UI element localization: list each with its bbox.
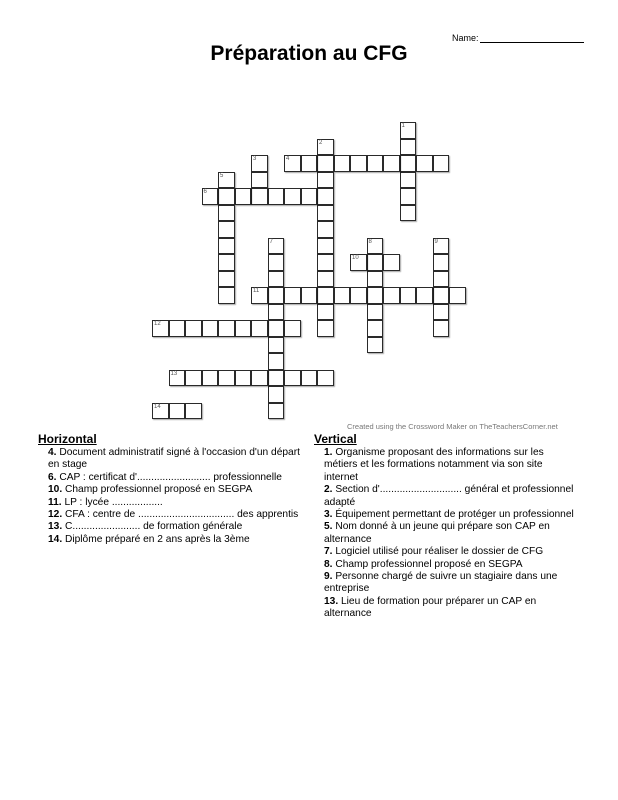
crossword-cell[interactable] (218, 320, 235, 337)
clue-number: 8 (368, 238, 372, 245)
crossword-cell[interactable] (317, 254, 334, 271)
crossword-cell[interactable] (218, 172, 235, 189)
crossword-cell[interactable] (301, 188, 318, 205)
down-clues (314, 447, 576, 621)
crossword-cell[interactable] (317, 304, 334, 321)
crossword-cell[interactable] (367, 155, 384, 172)
crossword-cell[interactable] (334, 287, 351, 304)
crossword-cell[interactable] (268, 320, 285, 337)
crossword-cell[interactable] (383, 155, 400, 172)
crossword-cell[interactable] (218, 370, 235, 387)
crossword-cell[interactable] (169, 403, 186, 420)
down-clue (314, 484, 576, 509)
crossword-cell[interactable] (268, 271, 285, 288)
crossword-cell[interactable] (383, 254, 400, 271)
clue-text: CAP : certificat d'.......................... professionnelle (56, 471, 282, 483)
crossword-cell[interactable] (317, 370, 334, 387)
crossword-cell[interactable] (268, 403, 285, 420)
name-label: Name: (452, 33, 479, 43)
crossword-cell[interactable] (268, 238, 285, 255)
clue-text: C........................ de formation générale (62, 521, 243, 533)
clue-number: 2 (319, 139, 323, 146)
crossword-cell[interactable] (317, 188, 334, 205)
crossword-cell[interactable] (268, 386, 285, 403)
crossword-cell[interactable] (251, 188, 268, 205)
crossword-cell[interactable] (284, 370, 301, 387)
clue-number: 12. (48, 509, 63, 521)
crossword-cell[interactable] (317, 221, 334, 238)
clue-number: 3 (253, 156, 257, 162)
across-clue (38, 497, 300, 509)
across-clue (38, 509, 300, 521)
crossword-cell[interactable] (218, 254, 235, 271)
crossword-cell[interactable] (268, 188, 285, 205)
crossword-cell[interactable] (433, 287, 450, 304)
crossword-cell[interactable] (185, 403, 202, 420)
across-clue (38, 484, 300, 496)
clue-number: 4 (286, 156, 290, 162)
crossword-cell[interactable] (433, 304, 450, 321)
crossword-cell[interactable] (301, 370, 318, 387)
crossword-cell[interactable] (400, 188, 417, 205)
crossword-cell[interactable] (317, 205, 334, 222)
clue-text: LP : lycée .................. (61, 496, 163, 508)
crossword-cell[interactable] (400, 155, 417, 172)
crossword-cell[interactable] (235, 370, 252, 387)
clue-number: 2. (324, 484, 333, 496)
across-clue (38, 447, 300, 472)
crossword-cell[interactable] (350, 254, 367, 271)
clue-text: Champ professionnel proposé en SEGPA (332, 558, 523, 570)
crossword-cell[interactable] (152, 320, 169, 337)
down-clue (314, 546, 576, 558)
clue-text: Lieu de formation pour préparer un CAP en alternance (324, 595, 537, 620)
crossword-cell[interactable] (433, 238, 450, 255)
clue-text: CFA : centre de .................................. des apprentis (62, 509, 299, 521)
crossword-cell[interactable] (449, 287, 466, 304)
crossword-cell[interactable] (433, 320, 450, 337)
clue-number: 14 (154, 403, 161, 410)
crossword-cell[interactable] (317, 139, 334, 156)
clue-text: Document administratif signé à l'occasion d'un départ en stage (48, 447, 300, 471)
clue-text: Champ professionnel proposé en SEGPA (62, 484, 253, 496)
crossword-cell[interactable] (317, 172, 334, 189)
clue-text: Organisme proposant des informations sur les métiers et les formations notamment via son site internet (324, 447, 544, 483)
crossword-cell[interactable] (268, 287, 285, 304)
clue-number: 10 (352, 255, 359, 261)
crossword-cell[interactable] (334, 155, 351, 172)
clue-number: 13. (324, 595, 339, 607)
across-clue (38, 521, 300, 533)
clue-text: Logiciel utilisé pour réaliser le dossier de CFG (332, 546, 544, 558)
across-clue (38, 472, 300, 484)
crossword-cell[interactable] (350, 155, 367, 172)
down-clue (314, 521, 576, 546)
crossword-cell[interactable] (367, 287, 384, 304)
crossword-cell[interactable] (202, 320, 219, 337)
clue-number: 11. (48, 496, 62, 508)
crossword-cell[interactable] (317, 287, 334, 304)
down-clue (314, 559, 576, 571)
crossword-cell[interactable] (251, 287, 268, 304)
crossword-cell[interactable] (400, 205, 417, 222)
down-clue (314, 509, 576, 521)
crossword-cell[interactable] (218, 188, 235, 205)
crossword-cell[interactable] (367, 254, 384, 271)
across-heading: Horizontal (38, 432, 97, 446)
crossword-cell[interactable] (284, 320, 301, 337)
clue-number: 3. (324, 509, 333, 521)
clue-text: Diplôme préparé en 2 ans après la 3ème (62, 533, 250, 545)
clue-text: Nom donné à un jeune qui prépare son CAP en alternance (324, 521, 550, 545)
crossword-cell[interactable] (218, 271, 235, 288)
crossword-cell[interactable] (301, 287, 318, 304)
crossword-cell[interactable] (268, 353, 285, 370)
crossword-cell[interactable] (350, 287, 367, 304)
crossword-cell[interactable] (433, 155, 450, 172)
crossword-cell[interactable] (251, 172, 268, 189)
clue-text: Équipement permettant de protéger un professionnel (332, 509, 574, 521)
crossword-cell[interactable] (367, 238, 384, 255)
clue-number: 6. (48, 471, 57, 483)
crossword-cell[interactable] (400, 287, 417, 304)
down-heading: Vertical (314, 432, 357, 446)
clue-number: 12 (154, 321, 161, 327)
crossword-cell[interactable] (218, 205, 235, 222)
clue-number: 10. (48, 484, 63, 496)
crossword-cell[interactable] (367, 320, 384, 337)
crossword-cell[interactable] (235, 188, 252, 205)
crossword-cell[interactable] (218, 287, 235, 304)
crossword-cell[interactable] (268, 337, 285, 354)
crossword-cell[interactable] (235, 320, 252, 337)
clue-text: Personne chargé de suivre un stagiaire dans une entreprise (324, 571, 558, 595)
crossword-cell[interactable] (400, 122, 417, 139)
clue-number: 4. (48, 447, 57, 458)
clue-number: 7 (269, 238, 273, 245)
crossword-cell[interactable] (284, 287, 301, 304)
down-clue (314, 447, 576, 484)
crossword-cell[interactable] (400, 139, 417, 156)
clue-number: 8. (324, 558, 333, 570)
clue-number: 9. (324, 571, 333, 583)
credit-text: Created using the Crossword Maker on TheTeachersCorner.net (347, 422, 558, 431)
crossword-cell[interactable] (367, 337, 384, 354)
clue-number: 5 (220, 172, 224, 179)
crossword-cell[interactable] (317, 320, 334, 337)
crossword-cell[interactable] (317, 155, 334, 172)
crossword-cell[interactable] (152, 403, 169, 420)
crossword-cell[interactable] (251, 370, 268, 387)
crossword-cell[interactable] (317, 271, 334, 288)
crossword-cell[interactable] (268, 254, 285, 271)
clue-number: 5. (324, 521, 333, 533)
crossword-cell[interactable] (367, 271, 384, 288)
across-clues (38, 447, 300, 546)
crossword-cell[interactable] (268, 304, 285, 321)
crossword-cell[interactable] (433, 271, 450, 288)
clue-number: 9 (434, 238, 438, 245)
crossword-cell[interactable] (202, 188, 219, 205)
crossword-cell[interactable] (317, 238, 334, 255)
clue-number: 13 (170, 370, 178, 377)
page-title: Préparation au CFG (210, 42, 408, 65)
crossword-cell[interactable] (284, 155, 301, 172)
crossword-cell[interactable] (284, 188, 301, 205)
down-clue (314, 596, 576, 621)
crossword-cell[interactable] (185, 370, 202, 387)
crossword-cell[interactable] (268, 370, 285, 387)
clue-number: 1. (324, 447, 333, 458)
crossword-cell[interactable] (433, 254, 450, 271)
crossword-cell[interactable] (169, 370, 186, 387)
crossword-cell[interactable] (251, 155, 268, 172)
crossword-cell[interactable] (202, 370, 219, 387)
clue-number: 13. (48, 521, 63, 533)
crossword-cell[interactable] (218, 221, 235, 238)
crossword-cell[interactable] (218, 238, 235, 255)
clue-number: 11 (253, 288, 260, 294)
crossword-cell[interactable] (185, 320, 202, 337)
clue-number: 14. (48, 533, 63, 545)
crossword-cell[interactable] (400, 172, 417, 189)
crossword-cell[interactable] (383, 287, 400, 304)
crossword-cell[interactable] (367, 304, 384, 321)
clue-number: 6 (203, 189, 207, 195)
clue-number: 7. (324, 546, 333, 558)
crossword-cell[interactable] (251, 320, 268, 337)
down-clue (314, 571, 576, 596)
crossword-cell[interactable] (416, 155, 433, 172)
crossword-cell[interactable] (416, 287, 433, 304)
clue-text: Section d'............................. général et professionnel adapté (324, 484, 574, 508)
crossword-cell[interactable] (301, 155, 318, 172)
across-clue (38, 534, 300, 546)
clue-number: 1 (401, 123, 405, 129)
crossword-cell[interactable] (169, 320, 186, 337)
